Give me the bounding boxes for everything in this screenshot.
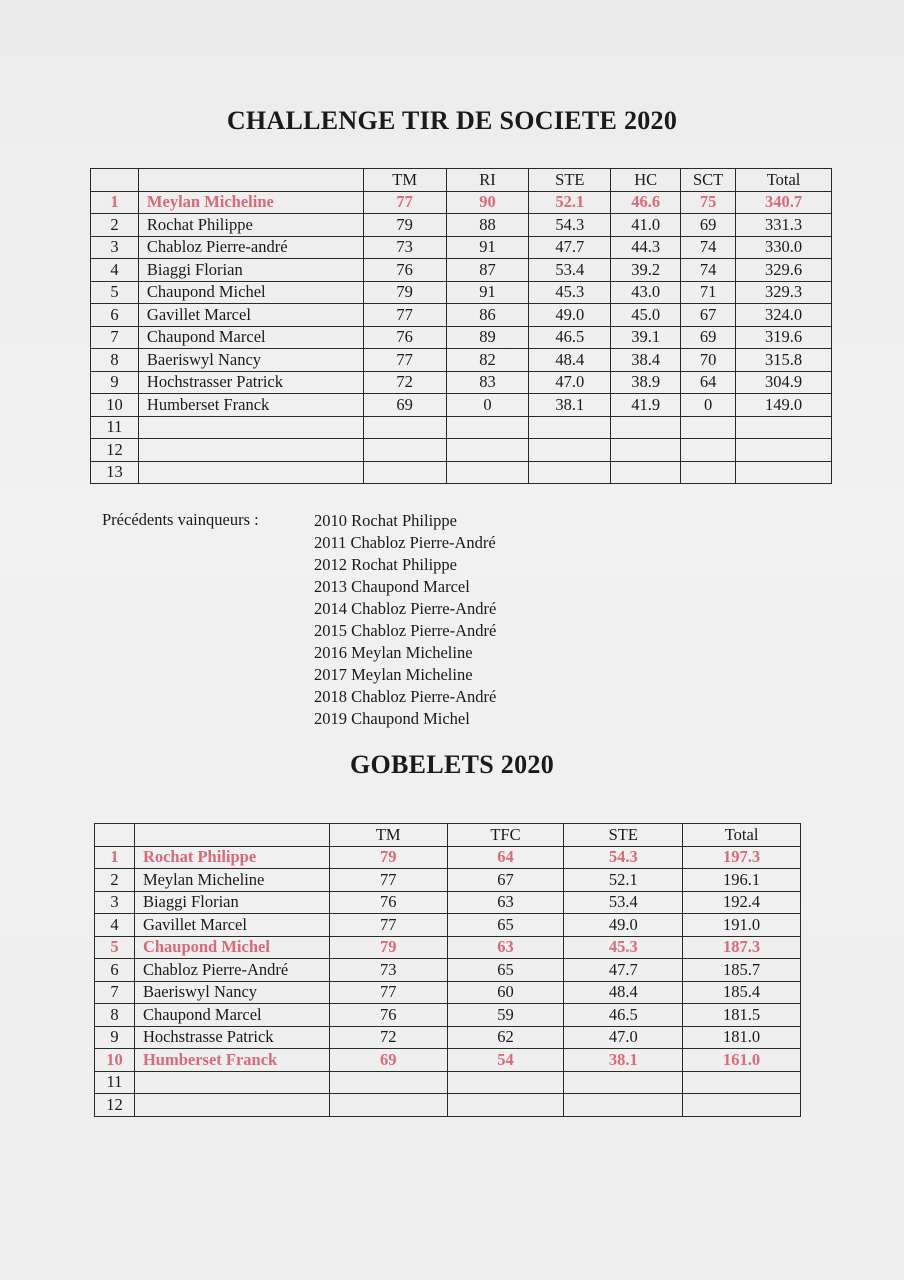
tm-cell: 72 xyxy=(329,1026,447,1049)
rank-cell: 12 xyxy=(91,439,139,462)
tfc-cell: 59 xyxy=(447,1004,564,1027)
sct-cell: 64 xyxy=(681,371,736,394)
sct-cell: 70 xyxy=(681,349,736,372)
ri-cell xyxy=(446,416,529,439)
challenge-title: CHALLENGE TIR DE SOCIETE 2020 xyxy=(226,106,678,135)
table-row xyxy=(91,439,832,462)
tm-cell: 79 xyxy=(329,936,447,959)
table-row xyxy=(95,1049,801,1072)
rank-cell: 1 xyxy=(91,191,139,214)
sct-cell xyxy=(681,439,736,462)
hc-cell xyxy=(611,439,681,462)
ste-cell: 49.0 xyxy=(564,914,683,937)
sct-cell: 67 xyxy=(681,304,736,327)
ri-cell: 88 xyxy=(446,214,529,237)
rank-cell: 8 xyxy=(95,1004,135,1027)
rank-cell: 4 xyxy=(95,914,135,937)
rank-cell: 3 xyxy=(91,236,139,259)
sct-cell: 69 xyxy=(681,214,736,237)
ste-cell: 53.4 xyxy=(564,891,683,914)
tm-cell: 79 xyxy=(363,214,446,237)
list-item: 2010 Rochat Philippe xyxy=(314,511,457,530)
name-cell: Chabloz Pierre-André xyxy=(134,959,329,982)
tm-cell: 76 xyxy=(363,326,446,349)
ri-cell: 91 xyxy=(446,281,529,304)
rank-cell: 12 xyxy=(95,1094,135,1117)
sct-cell: 71 xyxy=(681,281,736,304)
ri-cell: 87 xyxy=(446,259,529,282)
list-item: 2014 Chabloz Pierre-André xyxy=(314,599,497,618)
table-row xyxy=(91,304,832,327)
hc-cell: 41.0 xyxy=(611,214,681,237)
total-cell: 340.7 xyxy=(736,191,832,214)
tfc-cell: 64 xyxy=(447,846,564,869)
tfc-cell: 63 xyxy=(447,891,564,914)
total-cell: 331.3 xyxy=(736,214,832,237)
ste-cell: 54.3 xyxy=(564,846,683,869)
name-cell xyxy=(134,1094,329,1117)
name-cell: Meylan Micheline xyxy=(134,869,329,892)
tfc-cell xyxy=(447,1071,564,1094)
sct-cell: 69 xyxy=(681,326,736,349)
ste-cell: 52.1 xyxy=(529,191,611,214)
table-row xyxy=(95,869,801,892)
rank-cell: 2 xyxy=(91,214,139,237)
column-header: Total xyxy=(683,824,801,847)
total-cell: 181.5 xyxy=(683,1004,801,1027)
name-cell: Gavillet Marcel xyxy=(134,914,329,937)
tfc-cell: 63 xyxy=(447,936,564,959)
name-cell: Biaggi Florian xyxy=(134,891,329,914)
column-header: TM xyxy=(363,169,446,192)
column-header: RI xyxy=(446,169,529,192)
rank-cell: 13 xyxy=(91,461,139,484)
rank-cell: 11 xyxy=(91,416,139,439)
column-header: HC xyxy=(611,169,681,192)
tfc-cell: 65 xyxy=(447,959,564,982)
rank-cell: 9 xyxy=(95,1026,135,1049)
ste-cell: 45.3 xyxy=(564,936,683,959)
tm-cell: 73 xyxy=(329,959,447,982)
table-row xyxy=(91,191,832,214)
ste-cell: 47.7 xyxy=(529,236,611,259)
total-cell: 319.6 xyxy=(736,326,832,349)
hc-cell: 43.0 xyxy=(611,281,681,304)
challenge-table xyxy=(90,168,832,484)
name-cell: Rochat Philippe xyxy=(138,214,363,237)
rank-cell: 10 xyxy=(95,1049,135,1072)
total-cell xyxy=(736,461,832,484)
list-item: 2013 Chaupond Marcel xyxy=(314,577,470,596)
table-row xyxy=(95,891,801,914)
name-cell: Biaggi Florian xyxy=(138,259,363,282)
list-item: 2012 Rochat Philippe xyxy=(314,555,457,574)
rank-cell: 5 xyxy=(95,936,135,959)
name-cell: Hochstrasse Patrick xyxy=(134,1026,329,1049)
sct-cell: 75 xyxy=(681,191,736,214)
tfc-cell: 54 xyxy=(447,1049,564,1072)
ste-cell: 45.3 xyxy=(529,281,611,304)
ste-cell xyxy=(564,1094,683,1117)
column-header: Total xyxy=(736,169,832,192)
name-cell: Humberset Franck xyxy=(134,1049,329,1072)
column-header: STE xyxy=(529,169,611,192)
list-item: 2016 Meylan Micheline xyxy=(314,643,473,662)
list-item: 2017 Meylan Micheline xyxy=(314,665,473,684)
name-cell: Hochstrasser Patrick xyxy=(138,371,363,394)
table-row xyxy=(91,394,832,417)
rank-cell: 11 xyxy=(95,1071,135,1094)
name-cell xyxy=(138,439,363,462)
tm-cell: 79 xyxy=(329,846,447,869)
gobelets-table xyxy=(94,823,801,1117)
table-row xyxy=(91,326,832,349)
list-item: 2011 Chabloz Pierre-André xyxy=(314,533,496,552)
ste-cell: 54.3 xyxy=(529,214,611,237)
tm-cell: 76 xyxy=(363,259,446,282)
tm-cell: 76 xyxy=(329,1004,447,1027)
total-cell: 329.3 xyxy=(736,281,832,304)
hc-cell: 39.1 xyxy=(611,326,681,349)
table-row xyxy=(95,936,801,959)
total-cell: 196.1 xyxy=(683,869,801,892)
total-cell xyxy=(683,1094,801,1117)
tm-cell: 77 xyxy=(329,869,447,892)
tm-cell: 77 xyxy=(363,349,446,372)
total-cell: 315.8 xyxy=(736,349,832,372)
column-header: SCT xyxy=(681,169,736,192)
name-cell xyxy=(138,461,363,484)
ri-cell: 83 xyxy=(446,371,529,394)
ste-cell xyxy=(529,461,611,484)
rank-cell: 8 xyxy=(91,349,139,372)
total-cell: 324.0 xyxy=(736,304,832,327)
name-cell: Chaupond Michel xyxy=(134,936,329,959)
tm-cell: 72 xyxy=(363,371,446,394)
total-cell: 197.3 xyxy=(683,846,801,869)
total-cell xyxy=(736,439,832,462)
total-cell: 185.4 xyxy=(683,981,801,1004)
table-row xyxy=(95,1004,801,1027)
total-cell: 191.0 xyxy=(683,914,801,937)
name-cell xyxy=(138,416,363,439)
ste-cell: 49.0 xyxy=(529,304,611,327)
tm-cell: 69 xyxy=(329,1049,447,1072)
tm-cell: 76 xyxy=(329,891,447,914)
hc-cell: 38.9 xyxy=(611,371,681,394)
tm-cell: 69 xyxy=(363,394,446,417)
table-header-row xyxy=(91,169,832,192)
rank-cell: 7 xyxy=(91,326,139,349)
ri-cell: 89 xyxy=(446,326,529,349)
tm-cell xyxy=(329,1094,447,1117)
ste-cell: 53.4 xyxy=(529,259,611,282)
name-cell: Humberset Franck xyxy=(138,394,363,417)
table-row xyxy=(95,846,801,869)
sct-cell xyxy=(681,416,736,439)
total-cell: 149.0 xyxy=(736,394,832,417)
rank-cell: 1 xyxy=(95,846,135,869)
total-cell xyxy=(683,1071,801,1094)
name-cell: Chaupond Marcel xyxy=(138,326,363,349)
ri-cell: 90 xyxy=(446,191,529,214)
ste-cell xyxy=(564,1071,683,1094)
total-cell: 329.6 xyxy=(736,259,832,282)
table-row xyxy=(95,1026,801,1049)
hc-cell: 41.9 xyxy=(611,394,681,417)
tfc-cell: 62 xyxy=(447,1026,564,1049)
column-header xyxy=(138,169,363,192)
tfc-cell: 60 xyxy=(447,981,564,1004)
tfc-cell xyxy=(447,1094,564,1117)
ste-cell xyxy=(529,416,611,439)
ste-cell: 52.1 xyxy=(564,869,683,892)
sct-cell: 0 xyxy=(681,394,736,417)
sct-cell: 74 xyxy=(681,259,736,282)
table-header-row xyxy=(95,824,801,847)
column-header: STE xyxy=(564,824,683,847)
list-item: 2018 Chabloz Pierre-André xyxy=(314,687,497,706)
name-cell: Baeriswyl Nancy xyxy=(134,981,329,1004)
rank-cell: 9 xyxy=(91,371,139,394)
tm-cell xyxy=(363,439,446,462)
tm-cell: 77 xyxy=(363,191,446,214)
column-header xyxy=(91,169,139,192)
table-row xyxy=(91,281,832,304)
total-cell: 304.9 xyxy=(736,371,832,394)
tfc-cell: 65 xyxy=(447,914,564,937)
ri-cell: 82 xyxy=(446,349,529,372)
tm-cell xyxy=(329,1071,447,1094)
column-header: TM xyxy=(329,824,447,847)
table-row xyxy=(91,416,832,439)
ste-cell: 46.5 xyxy=(529,326,611,349)
column-header: TFC xyxy=(447,824,564,847)
list-item: 2015 Chabloz Pierre-André xyxy=(314,621,497,640)
ste-cell: 46.5 xyxy=(564,1004,683,1027)
ste-cell: 47.7 xyxy=(564,959,683,982)
tm-cell: 73 xyxy=(363,236,446,259)
ste-cell: 38.1 xyxy=(564,1049,683,1072)
ste-cell xyxy=(529,439,611,462)
total-cell: 330.0 xyxy=(736,236,832,259)
tfc-cell: 67 xyxy=(447,869,564,892)
name-cell: Chaupond Marcel xyxy=(134,1004,329,1027)
hc-cell xyxy=(611,461,681,484)
name-cell xyxy=(134,1071,329,1094)
rank-cell: 6 xyxy=(95,959,135,982)
gobelets-title: GOBELETS 2020 xyxy=(349,750,555,779)
rank-cell: 3 xyxy=(95,891,135,914)
name-cell: Baeriswyl Nancy xyxy=(138,349,363,372)
previous-winners-list xyxy=(314,510,496,730)
table-row xyxy=(91,236,832,259)
tm-cell: 77 xyxy=(329,914,447,937)
rank-cell: 5 xyxy=(91,281,139,304)
total-cell: 181.0 xyxy=(683,1026,801,1049)
rank-cell: 7 xyxy=(95,981,135,1004)
sct-cell xyxy=(681,461,736,484)
rank-cell: 4 xyxy=(91,259,139,282)
tm-cell: 79 xyxy=(363,281,446,304)
name-cell: Chabloz Pierre-andré xyxy=(138,236,363,259)
table-row xyxy=(95,914,801,937)
sct-cell: 74 xyxy=(681,236,736,259)
ri-cell: 86 xyxy=(446,304,529,327)
ste-cell: 38.1 xyxy=(529,394,611,417)
hc-cell: 44.3 xyxy=(611,236,681,259)
tm-cell: 77 xyxy=(329,981,447,1004)
tm-cell xyxy=(363,416,446,439)
ste-cell: 48.4 xyxy=(529,349,611,372)
total-cell: 187.3 xyxy=(683,936,801,959)
name-cell: Gavillet Marcel xyxy=(138,304,363,327)
rank-cell: 10 xyxy=(91,394,139,417)
ste-cell: 48.4 xyxy=(564,981,683,1004)
total-cell: 185.7 xyxy=(683,959,801,982)
total-cell: 192.4 xyxy=(683,891,801,914)
total-cell xyxy=(736,416,832,439)
name-cell: Chaupond Michel xyxy=(138,281,363,304)
tm-cell xyxy=(363,461,446,484)
ri-cell xyxy=(446,439,529,462)
hc-cell: 39.2 xyxy=(611,259,681,282)
table-row xyxy=(91,214,832,237)
table-row xyxy=(91,259,832,282)
column-header xyxy=(134,824,329,847)
table-row xyxy=(95,981,801,1004)
list-item: 2019 Chaupond Michel xyxy=(314,709,470,728)
table-row xyxy=(91,371,832,394)
previous-winners-label: Précédents vainqueurs : xyxy=(102,510,259,529)
table-row xyxy=(95,959,801,982)
table-row xyxy=(95,1094,801,1117)
ste-cell: 47.0 xyxy=(564,1026,683,1049)
hc-cell: 45.0 xyxy=(611,304,681,327)
rank-cell: 2 xyxy=(95,869,135,892)
total-cell: 161.0 xyxy=(683,1049,801,1072)
name-cell: Meylan Micheline xyxy=(138,191,363,214)
tm-cell: 77 xyxy=(363,304,446,327)
column-header xyxy=(95,824,135,847)
hc-cell: 46.6 xyxy=(611,191,681,214)
hc-cell: 38.4 xyxy=(611,349,681,372)
table-row xyxy=(91,461,832,484)
ri-cell: 0 xyxy=(446,394,529,417)
ri-cell xyxy=(446,461,529,484)
ste-cell: 47.0 xyxy=(529,371,611,394)
hc-cell xyxy=(611,416,681,439)
name-cell: Rochat Philippe xyxy=(134,846,329,869)
ri-cell: 91 xyxy=(446,236,529,259)
table-row xyxy=(95,1071,801,1094)
rank-cell: 6 xyxy=(91,304,139,327)
table-row xyxy=(91,349,832,372)
